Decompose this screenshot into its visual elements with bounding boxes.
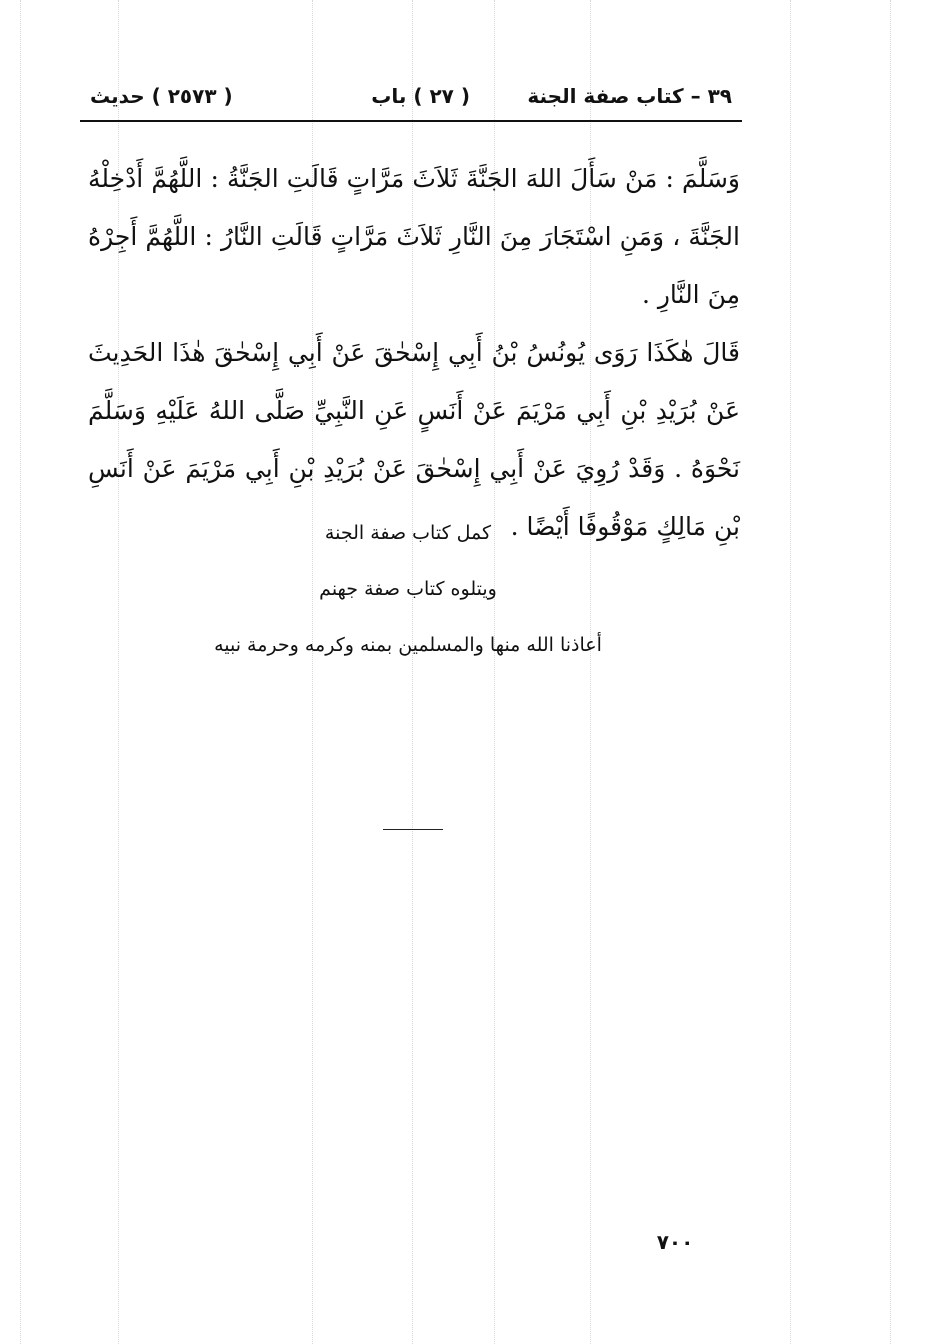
header-rule [80, 120, 742, 122]
colophon-line: أعاذنا الله منها والمسلمين بمنه وكرمه وحرمة نبيه [214, 634, 602, 656]
colophon-line: كمل كتاب صفة الجنة [324, 522, 492, 544]
header-book-title: ٣٩ – كتاب صفة الجنة [527, 84, 732, 108]
scan-guide-line [890, 0, 891, 1344]
paragraph: وَسَلَّمَ : مَنْ سَأَلَ اللهَ الجَنَّةَ ثَلاَثَ مَرَّاتٍ قَالَتِ الجَنَّةُ : اللَّهُمَّ أَدْخِلْهُ الجَنَّةَ ، وَمَنِ اسْتَجَارَ مِنَ النَّارِ ثَلاَثَ مَرَّاتٍ قَالَتِ النَّارُ : اللَّهُمَّ أَجِرْهُ مِنَ النَّارِ . [88, 164, 740, 309]
running-header [88, 78, 740, 118]
paragraph: قَالَ هٰكَذَا رَوَى يُونُسُ بْنُ أَبِي إِسْحٰقَ عَنْ أَبِي إِسْحٰقَ هٰذَا الحَدِيثَ عَنْ بُرَيْدِ بْنِ أَبِي مَرْيَمَ عَنْ أَنَسٍ عَنِ النَّبِيِّ صَلَّى اللهُ عَلَيْهِ وَسَلَّمَ نَحْوَهُ . وَقَدْ رُوِيَ عَنْ أَبِي إِسْحٰقَ عَنْ بُرَيْدِ بْنِ أَبِي مَرْيَمَ عَنْ أَنَسِ بْنِ مَالِكٍ مَوْقُوفًا أَيْضًا . [88, 338, 740, 541]
header-chapter: ( ٢٧ ) باب [371, 84, 470, 108]
colophon [188, 505, 628, 673]
colophon-line: ويتلوه كتاب صفة جهنم [319, 578, 497, 600]
scan-guide-line [790, 0, 791, 1344]
section-divider [383, 829, 443, 830]
page-number: ٧٠٠ [656, 1230, 694, 1254]
scan-guide-line [20, 0, 21, 1344]
hadith-text [88, 150, 740, 556]
header-hadith-number: ( ٢٥٧٣ ) حديث [90, 84, 233, 108]
